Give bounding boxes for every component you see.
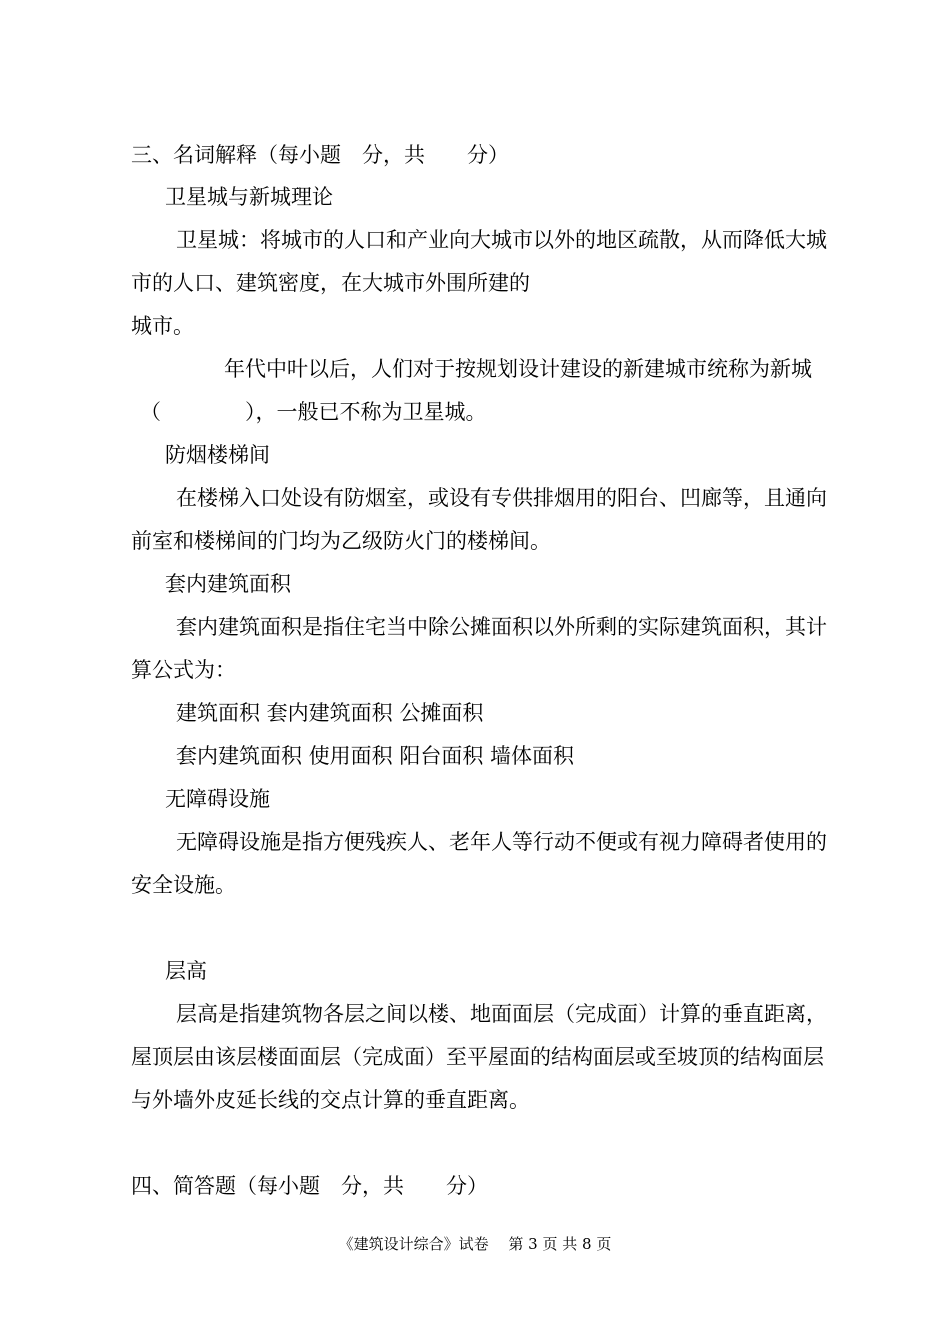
- term-text: 层高是指建筑物各层之间以楼、地面面层（完成面）计算的垂直距离，: [176, 1002, 827, 1026]
- term-text: 套内建筑面积是指住宅当中除公摊面积以外所剩的实际建筑面积，其计: [176, 615, 827, 639]
- term-text: 年代中叶以后，人们对于按规划设计建设的新建城市统称为新城: [224, 357, 812, 381]
- term-title-floor-height: 层高: [165, 959, 207, 983]
- term-text: 市的人口、建筑密度，在大城市外围所建的: [131, 271, 530, 295]
- term-title-satellite-city: 卫星城与新城理论: [165, 185, 333, 209]
- term-text: 算公式为：: [131, 658, 236, 682]
- term-text: 在楼梯入口处设有防烟室，或设有专供排烟用的阳台、凹廊等，且通向: [176, 486, 827, 510]
- term-title-smoke-proof-stair: 防烟楼梯间: [165, 443, 270, 467]
- term-text: （ ），一般已不称为卫星城。: [140, 400, 487, 424]
- term-text: 与外墙外皮延长线的交点计算的垂直距离。: [131, 1088, 530, 1112]
- section-3-heading: 三、名词解释（每小题 分，共 分）: [131, 143, 509, 167]
- term-text: 前室和楼梯间的门均为乙级防火门的楼梯间。: [131, 529, 551, 553]
- term-text: 卫星城：将城市的人口和产业向大城市以外的地区疏散，从而降低大城: [176, 228, 827, 252]
- term-text: 无障碍设施是指方便残疾人、老年人等行动不便或有视力障碍者使用的: [176, 830, 827, 854]
- term-text: 城市。: [131, 314, 194, 338]
- term-text: 屋顶层由该层楼面面层（完成面）至平屋面的结构面层或至坡顶的结构面层: [131, 1045, 824, 1069]
- term-title-barrier-free: 无障碍设施: [165, 787, 270, 811]
- term-text: 安全设施。: [131, 873, 236, 897]
- section-4-heading: 四、简答题（每小题 分，共 分）: [131, 1174, 488, 1198]
- term-title-unit-floor-area: 套内建筑面积: [165, 572, 291, 596]
- page-footer: 《建筑设计综合》试卷 第 3 页 共 8 页: [338, 1235, 612, 1253]
- formula: 建筑面积 套内建筑面积 公摊面积: [176, 701, 484, 725]
- formula: 套内建筑面积 使用面积 阳台面积 墙体面积: [176, 744, 575, 768]
